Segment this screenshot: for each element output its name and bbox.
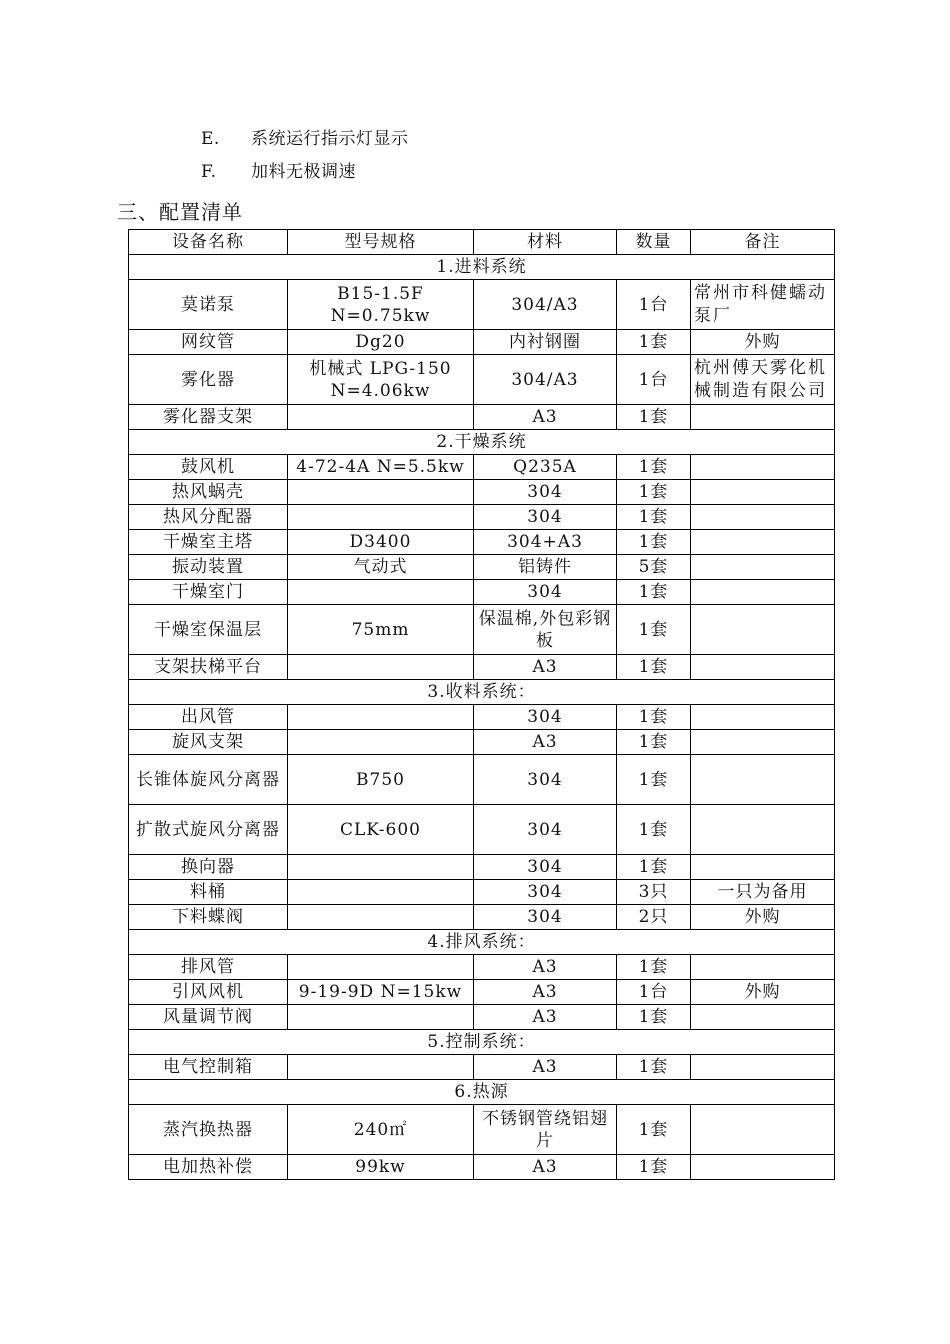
table-row [129,480,835,505]
cell-material: 304 [474,480,617,505]
table-row [129,805,835,855]
cell-name: 雾化器 [129,355,288,405]
cell-material: 304/A3 [474,355,617,405]
table-row [129,605,835,655]
cell-note: 外购 [691,905,835,930]
cell-material: Q235A [474,455,617,480]
cell-material: A3 [474,405,617,430]
group-title: 6.热源 [129,1080,835,1105]
cell-material: 铝铸件 [474,555,617,580]
cell-note [691,1105,835,1155]
cell-qty: 1台 [617,280,691,330]
cell-name: 换向器 [129,855,288,880]
cell-qty: 1套 [617,480,691,505]
cell-spec [288,880,474,905]
cell-note [691,1055,835,1080]
cell-qty: 1套 [617,855,691,880]
cell-note: 一只为备用 [691,880,835,905]
cell-material: 304/A3 [474,280,617,330]
cell-note: 外购 [691,980,835,1005]
group-title-row [129,1030,835,1055]
cell-note [691,655,835,680]
cell-name: 长锥体旋风分离器 [129,755,288,805]
cell-material: A3 [474,1155,617,1180]
cell-spec: D3400 [288,530,474,555]
configuration-table [128,229,835,1180]
table-row [129,1005,835,1030]
cell-qty: 1套 [617,705,691,730]
table-row [129,730,835,755]
cell-name: 干燥室保温层 [129,605,288,655]
cell-note [691,405,835,430]
cell-qty: 1套 [617,1155,691,1180]
cell-name: 支架扶梯平台 [129,655,288,680]
cell-name: 网纹管 [129,330,288,355]
table-row [129,330,835,355]
cell-material: 304 [474,905,617,930]
cell-spec [288,1005,474,1030]
cell-name: 料桶 [129,880,288,905]
cell-spec: 75mm [288,605,474,655]
table-row [129,580,835,605]
table-row [129,655,835,680]
cell-material: 304 [474,855,617,880]
table-row [129,855,835,880]
table-body [129,255,835,1180]
cell-spec [288,955,474,980]
cell-material: 保温棉,外包彩钢板 [474,605,617,655]
cell-note [691,555,835,580]
cell-name: 蒸汽换热器 [129,1105,288,1155]
group-title: 2.干燥系统 [129,430,835,455]
cell-material: 304+A3 [474,530,617,555]
table-row [129,755,835,805]
section-title: 三、配置清单 [117,200,243,224]
table-row [129,505,835,530]
cell-material: A3 [474,1055,617,1080]
list-letter: F. [201,162,217,182]
cell-spec [288,1055,474,1080]
cell-material: A3 [474,980,617,1005]
cell-material: 不锈钢管绕铝翅片 [474,1105,617,1155]
cell-name: 雾化器支架 [129,405,288,430]
cell-name: 下料蝶阀 [129,905,288,930]
cell-name: 风量调节阀 [129,1005,288,1030]
cell-note [691,805,835,855]
cell-material: 304 [474,505,617,530]
cell-material: 304 [474,805,617,855]
cell-qty: 1套 [617,605,691,655]
table-row [129,1055,835,1080]
header-qty: 数量 [617,230,691,255]
cell-qty: 3只 [617,880,691,905]
cell-material: A3 [474,1005,617,1030]
cell-name: 旋风支架 [129,730,288,755]
cell-qty: 1套 [617,730,691,755]
table-row [129,530,835,555]
cell-qty: 1套 [617,580,691,605]
cell-spec: 240㎡ [288,1105,474,1155]
list-text: 加料无极调速 [251,162,356,182]
cell-material: 304 [474,755,617,805]
cell-material: A3 [474,955,617,980]
table-row [129,555,835,580]
header-spec: 型号规格 [288,230,474,255]
cell-spec: 气动式 [288,555,474,580]
cell-name: 莫诺泵 [129,280,288,330]
cell-name: 干燥室主塔 [129,530,288,555]
cell-spec [288,580,474,605]
cell-material: 304 [474,705,617,730]
cell-qty: 1套 [617,655,691,680]
cell-qty: 1套 [617,455,691,480]
cell-spec [288,505,474,530]
cell-note [691,580,835,605]
cell-spec [288,705,474,730]
cell-name: 电加热补偿 [129,1155,288,1180]
group-title-row [129,430,835,455]
cell-note [691,730,835,755]
cell-note: 外购 [691,330,835,355]
cell-spec: B15-1.5F N=0.75kw [288,280,474,330]
cell-qty: 1台 [617,980,691,1005]
cell-qty: 5套 [617,555,691,580]
table-row [129,955,835,980]
cell-spec: 机械式 LPG-150 N=4.06kw [288,355,474,405]
cell-note [691,955,835,980]
cell-qty: 1套 [617,505,691,530]
list-letter: E. [201,129,220,149]
cell-qty: 1套 [617,530,691,555]
group-title: 1.进料系统 [129,255,835,280]
cell-material: A3 [474,655,617,680]
cell-name: 排风管 [129,955,288,980]
list-item-e [201,124,409,149]
group-title: 5.控制系统： [129,1030,835,1055]
table-row [129,980,835,1005]
cell-qty: 1套 [617,755,691,805]
table-header-row [129,230,835,255]
cell-spec [288,405,474,430]
cell-spec: B750 [288,755,474,805]
cell-name: 扩散式旋风分离器 [129,805,288,855]
cell-note [691,1155,835,1180]
table-row [129,405,835,430]
table-row [129,455,835,480]
header-note: 备注 [691,230,835,255]
table-row [129,880,835,905]
group-title-row [129,1080,835,1105]
cell-material: A3 [474,730,617,755]
cell-note [691,605,835,655]
cell-spec [288,655,474,680]
cell-qty: 1套 [617,805,691,855]
cell-qty: 1套 [617,330,691,355]
table-row [129,280,835,330]
group-title-row [129,255,835,280]
cell-note: 杭州傅天雾化机械制造有限公司 [691,355,835,405]
list-text: 系统运行指示灯显示 [251,129,409,149]
cell-name: 鼓风机 [129,455,288,480]
cell-note [691,530,835,555]
cell-name: 电气控制箱 [129,1055,288,1080]
cell-qty: 1套 [617,955,691,980]
cell-spec [288,480,474,505]
cell-material: 304 [474,580,617,605]
cell-material: 内衬钢圈 [474,330,617,355]
table-row [129,705,835,730]
cell-name: 干燥室门 [129,580,288,605]
cell-spec [288,855,474,880]
table-row [129,905,835,930]
group-title: 4.排风系统： [129,930,835,955]
cell-qty: 1套 [617,1005,691,1030]
cell-note: 常州市科健蠕动泵厂 [691,280,835,330]
table-row [129,355,835,405]
cell-qty: 2只 [617,905,691,930]
list-item-f [201,157,356,182]
group-title: 3.收料系统： [129,680,835,705]
cell-spec: 99kw [288,1155,474,1180]
cell-name: 热风蜗壳 [129,480,288,505]
group-title-row [129,680,835,705]
cell-spec: 9-19-9D N=15kw [288,980,474,1005]
header-material: 材料 [474,230,617,255]
cell-note [691,705,835,730]
cell-name: 振动装置 [129,555,288,580]
cell-spec: Dg20 [288,330,474,355]
cell-note [691,480,835,505]
cell-name: 出风管 [129,705,288,730]
header-name: 设备名称 [129,230,288,255]
group-title-row [129,930,835,955]
table-row [129,1105,835,1155]
cell-note [691,455,835,480]
cell-spec: 4-72-4A N=5.5kw [288,455,474,480]
cell-name: 热风分配器 [129,505,288,530]
cell-qty: 1套 [617,1055,691,1080]
cell-spec [288,730,474,755]
cell-spec: CLK-600 [288,805,474,855]
cell-qty: 1台 [617,355,691,405]
cell-qty: 1套 [617,405,691,430]
cell-note [691,755,835,805]
table-row [129,1155,835,1180]
cell-material: 304 [474,880,617,905]
cell-note [691,1005,835,1030]
cell-note [691,505,835,530]
cell-spec [288,905,474,930]
cell-name: 引风风机 [129,980,288,1005]
cell-note [691,855,835,880]
cell-qty: 1套 [617,1105,691,1155]
